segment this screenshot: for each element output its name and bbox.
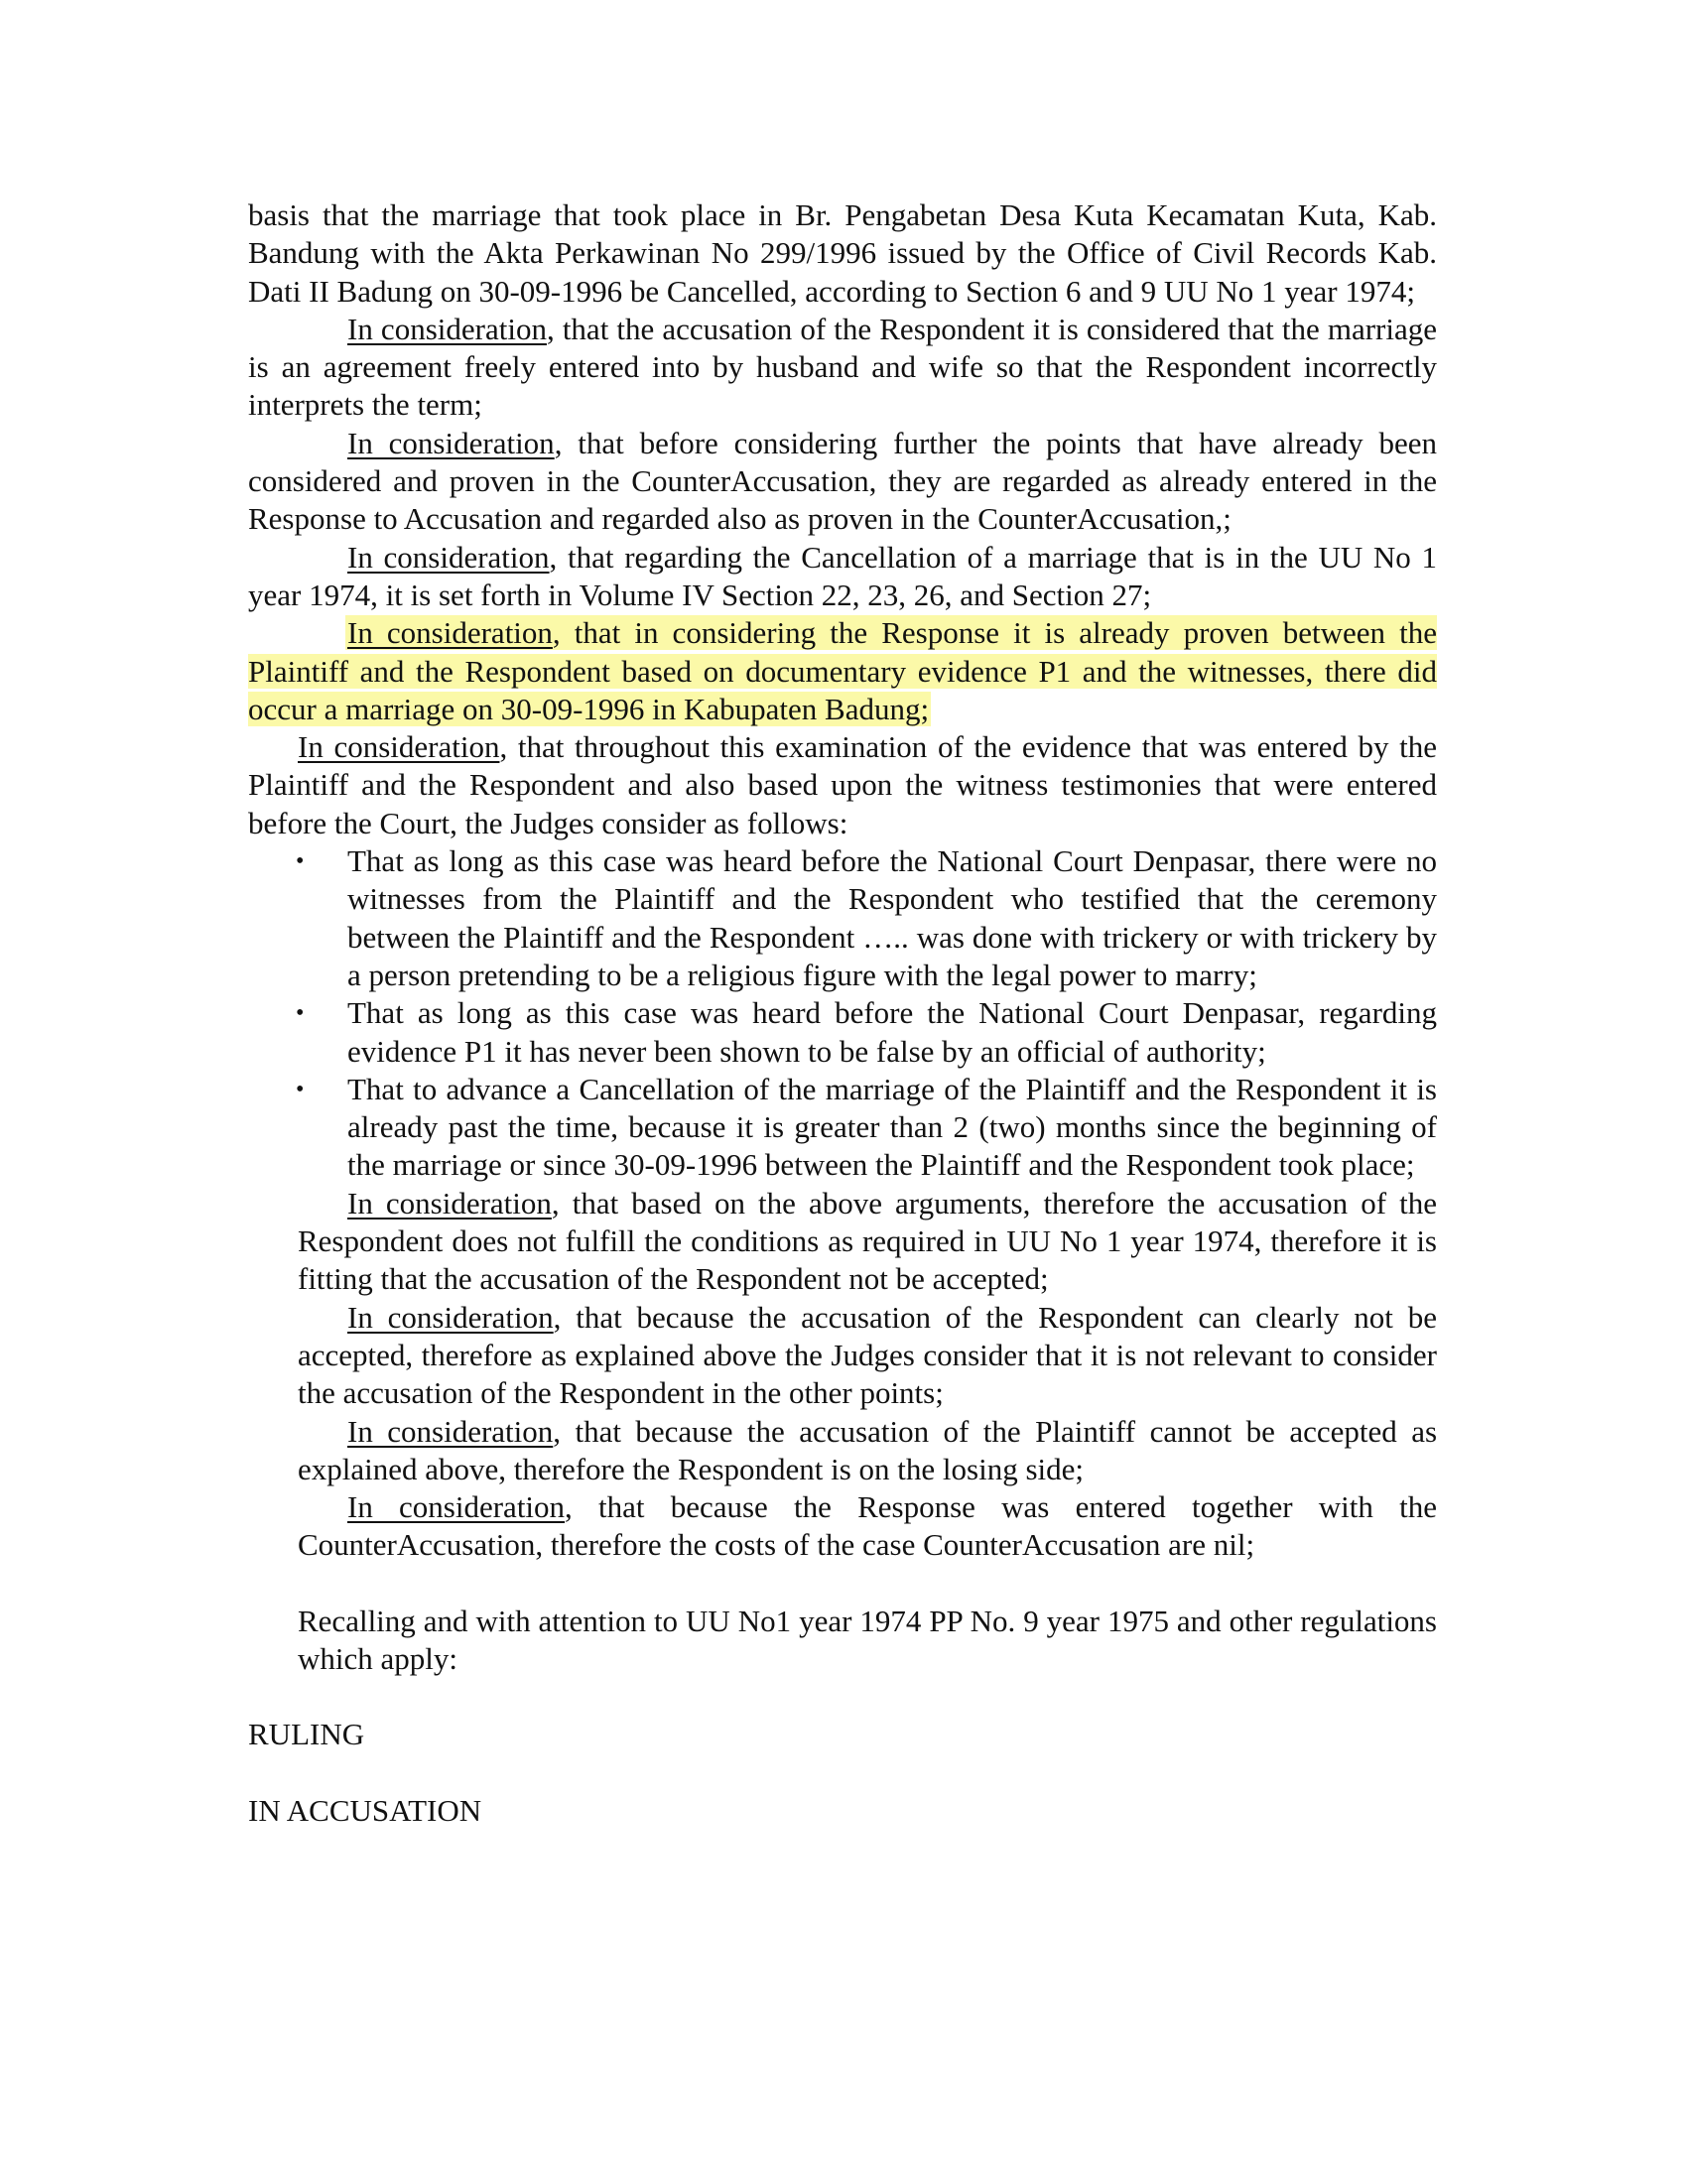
finding-item xyxy=(248,842,1437,994)
consideration-text: , that in considering the Response it is already proven between the Plaintiff and the Respondent based on documentary evidence P1 and the witnesses, there did occur a marriage on 30-09-1996 in Kabupaten Badung; xyxy=(248,615,1437,726)
consideration-lead: In consideration xyxy=(347,1413,554,1449)
consideration-lead: In consideration xyxy=(347,425,555,460)
consideration-text: , that because the accusation of the Plaintiff cannot be accepted as explained above, therefore the Respondent is on the losing side; xyxy=(298,1413,1438,1486)
sub-consideration-paragraph xyxy=(298,1488,1437,1565)
sub-considerations xyxy=(248,1185,1437,1679)
consideration-lead: In consideration xyxy=(347,615,553,651)
opening-paragraph: basis that the marriage that took place in Br. Pengabetan Desa Kuta Kecamatan Kuta, Kab. Bandung with the Akta Perkawinan No 299/1996 issued by the Office of Civil Records Kab. Dati II Badung on 30-09-1996 be Cancelled, according to Section 6 and 9 UU No 1 year 1974; xyxy=(248,197,1437,309)
paragraph-gap xyxy=(248,1754,1437,1792)
sub-consideration-paragraph xyxy=(298,1185,1437,1299)
consideration-text: , that the accusation of the Respondent it is considered that the marriage is an agreement freely entered into by husband and wife so that the Respondent incorrectly interprets the term; xyxy=(248,311,1437,423)
finding-text: That to advance a Cancellation of the marriage of the Plaintiff and the Respondent it is already past the time, because it is greater than 2 (two) months since the beginning of the marriage or since 30-09-1996 between the Plaintiff and the Respondent took place; xyxy=(347,1071,1437,1183)
in-accusation-heading: IN ACCUSATION xyxy=(248,1792,482,1828)
finding-text: That as long as this case was heard before the National Court Denpasar, there were no witnesses from the Plaintiff and the Respondent who testified that the ceremony between the Plaintiff and the Respondent ….. was done with trickery or with trickery by a person pretending to be a religious figure with the legal power to marry; xyxy=(347,843,1437,992)
bullet-icon: • xyxy=(296,1000,305,1027)
finding-item xyxy=(248,994,1437,1071)
consideration-text: , that regarding the Cancellation of a marriage that is in the UU No 1 year 1974, it is set forth in Volume IV Section 22, 23, 26, and Section 27; xyxy=(248,539,1438,612)
findings-list xyxy=(248,842,1437,1185)
consideration-lead: In consideration xyxy=(347,311,547,346)
highlighted-consideration-paragraph xyxy=(248,614,1437,728)
paragraph-gap xyxy=(248,1678,1437,1716)
sub-consideration-paragraph xyxy=(298,1413,1437,1489)
consideration-paragraph xyxy=(248,539,1437,615)
consideration-text: , that because the Response was entered together with the CounterAccusation, therefore the costs of the case CounterAccusation are nil; xyxy=(298,1489,1437,1563)
ruling-heading: RULING xyxy=(248,1717,365,1752)
recalling-paragraph: Recalling and with attention to UU No1 year 1974 PP No. 9 year 1975 and other regulations which apply: xyxy=(298,1603,1437,1676)
consideration-lead: In consideration xyxy=(347,1489,566,1525)
consideration-paragraph xyxy=(248,311,1437,425)
consideration-text: , that based on the above arguments, therefore the accusation of the Respondent does not fulfill the conditions as required in UU No 1 year 1974, therefore it is fitting that the accusation of the Respondent not be accepted; xyxy=(298,1185,1437,1297)
finding-text: That as long as this case was heard before the National Court Denpasar, regarding evidence P1 it has never been shown to be false by an official of authority; xyxy=(347,995,1437,1069)
bullet-icon: • xyxy=(296,848,305,875)
bullet-icon: • xyxy=(296,1076,305,1102)
consideration-lead: In consideration xyxy=(298,729,500,765)
paragraph-gap xyxy=(298,1565,1437,1603)
consideration-text: , that because the accusation of the Respondent can clearly not be accepted, therefore as explained above the Judges consider that it is not relevant to consider the accusation of the Respondent in the other points; xyxy=(298,1299,1437,1411)
consideration-lead: In consideration xyxy=(347,539,550,575)
consideration-text: , that throughout this examination of the evidence that was entered by the Plaintiff and the Respondent and also based upon the witness testimonies that were entered before the Court, the Judges consider as follows: xyxy=(248,729,1437,840)
consideration-lead: In consideration xyxy=(347,1299,554,1335)
consideration-paragraph xyxy=(248,425,1437,539)
consideration-lead: In consideration xyxy=(347,1185,552,1220)
sub-consideration-paragraph xyxy=(298,1299,1437,1413)
document-body xyxy=(248,196,1437,1830)
text-highlight xyxy=(248,615,1437,726)
examination-consideration-paragraph xyxy=(248,728,1437,842)
consideration-text: , that before considering further the points that have already been considered and proven in the CounterAccusation, they are regarded as already entered in the Response to Accusation and regarded also as proven in the CounterAccusation,; xyxy=(248,425,1437,537)
finding-item xyxy=(248,1071,1437,1185)
